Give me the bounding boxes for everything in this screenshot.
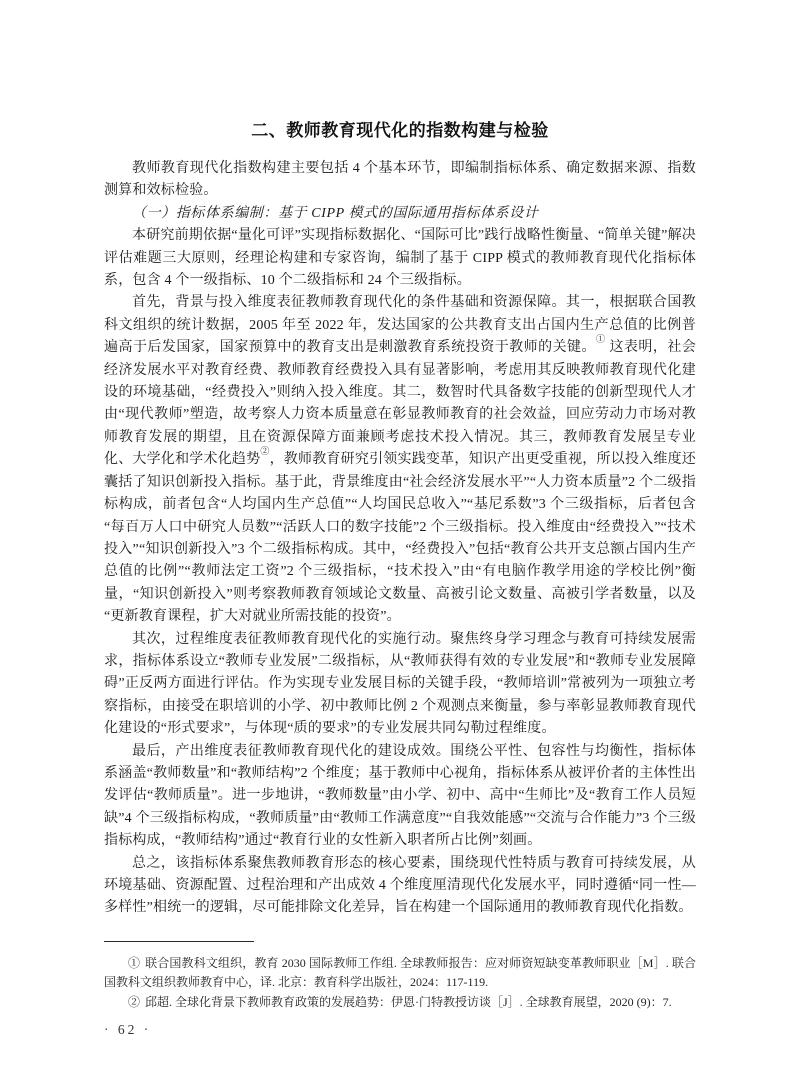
body-paragraph: 其次，过程维度表征教师教育现代化的实施行动。聚焦终身学习理念与教育可持续发展需求，指标体系设立“教师专业发展”二级指标，从“教师获得有效的专业发展”和“教师专业发展障碍”正反两方面进行评估。作为实现专业发展目标的关键手段，“教师培训”常被列为一项独立考察指标，由接受在职培训的小学、初中教师比例 2 个观测点来衡量，参与率彰显教师教育现代化建设的“形式要求”，与体现“质的要求”的专业发展共同勾勒过程维度。	[104, 631, 696, 737]
footnote-separator	[104, 941, 254, 942]
footnotes	[104, 954, 696, 1013]
body-paragraph: 首先，背景与投入维度表征教师教育现代化的条件基础和资源保障。其一，根据联合国教科文组织的统计数据，2005 年至 2022 年，发达国家的公共教育支出占国内生产总值的比例普遍高于后发国家，国家预算中的教育支出是刺激教育系统投资于教师的关键。① 这表明，社会经济发展水平对教育经费、教师教育经费投入具有显著影响，考虑用其反映教师教育现代化建设的环境基础，“经费投入”则纳入投入维度。其二，数智时代具备数字技能的创新型现代人才由“现代教师”塑造，故考察人力资本质量意在彰显教师教育的社会效益，回应劳动力市场对教师教育发展的期望，且在资源保障方面兼顾考虑技术投入情况。其三，教师教育发展呈专业化、大学化和学术化趋势②，教师教育研究引领实践变革，知识产出更受重视，所以投入维度还囊括了知识创新投入指标。基于此，背景维度由“社会经济发展水平”“人力资本质量”2 个二级指标构成，前者包含“人均国内生产总值”“人均国民总收入”“基尼系数”3 个三级指标，后者包含“每百万人口中研究人员数”“活跃人口的数字技能”2 个三级指标。投入维度由“经费投入”“技术投入”“知识创新投入”3 个二级指标构成。其中，“经费投入”包括“教育公共开支总额占国内生产总值的比例”“教师法定工资”2 个三级指标，“技术投入”由“有电脑作教学用途的学校比例”衡量，“知识创新投入”则考察教师教育领域论文数量、高被引论文数量、高被引学者数量，以及“更新教育课程，扩大对就业所需技能的投资”。	[104, 295, 696, 625]
body-paragraph: 教师教育现代化指数构建主要包括 4 个基本环节，即编制指标体系、确定数据来源、指数测算和效标检验。	[104, 161, 696, 199]
body-paragraph: 总之，该指标体系聚焦教师教育形态的核心要素，围绕现代性特质与教育可持续发展，从环境基础、资源配置、过程治理和产出成效 4 个维度厘清现代化发展水平，同时遵循“同一性—多样性”相统一的逻辑，尽可能排除文化差异，旨在构建一个国际通用的教师教育现代化指数。	[104, 855, 696, 916]
page-number: · 62 ·	[104, 1021, 152, 1037]
body-paragraphs	[104, 158, 696, 920]
footnote-ref-marker: ②	[260, 445, 270, 456]
footnote-2-text: 邱超. 全球化背景下教师教育政策的发展趋势：伊恩·门特教授访谈［J］. 全球教育展望，2020 (9)：7.	[145, 995, 672, 1009]
body-paragraph: 本研究前期依据“量化可评”实现指标数据化、“国际可比”践行战略性衡量、“简单关键”解决评估难题三大原则，经理论构建和专家咨询，编制了基于 CIPP 模式的教师教育现代化指标体系，包含 4 个一级指标、10 个二级指标和 24 个三级指标。	[104, 228, 696, 289]
body-paragraph: 最后，产出维度表征教师教育现代化的建设成效。围绕公平性、包容性与均衡性，指标体系涵盖“教师数量”和“教师结构”2 个维度；基于教师中心视角，指标体系从被评价者的主体性出发评估“教师质量”。进一步地讲，“教师数量”由小学、初中、高中“生师比”及“教育工作人员短缺”4 个三级指标构成，“教师质量”由“教师工作满意度”“自我效能感”“交流与合作能力”3 个三级指标构成，“教师结构”通过“教育行业的女性新入职者所占比例”刻画。	[104, 743, 696, 849]
footnote-ref-marker: ①	[595, 333, 606, 344]
footnote-2	[104, 993, 696, 1013]
page-title: 二、教师教育现代化的指数构建与检验	[251, 121, 549, 141]
footnote-1-text: 联合国教科文组织，教育 2030 国际教师工作组. 全球教师报告：应对师资短缺变革教师职业［M］. 联合国教科文组织教师教育中心，译. 北京：教育科学出版社，2024：117-119.	[104, 955, 696, 990]
footnote-1-marker: ①	[128, 955, 141, 970]
section-subheading: （一）指标体系编制：基于 CIPP 模式的国际通用指标体系设计	[132, 205, 539, 221]
footnote-2-marker: ②	[128, 995, 141, 1009]
footnote-1	[104, 954, 696, 993]
